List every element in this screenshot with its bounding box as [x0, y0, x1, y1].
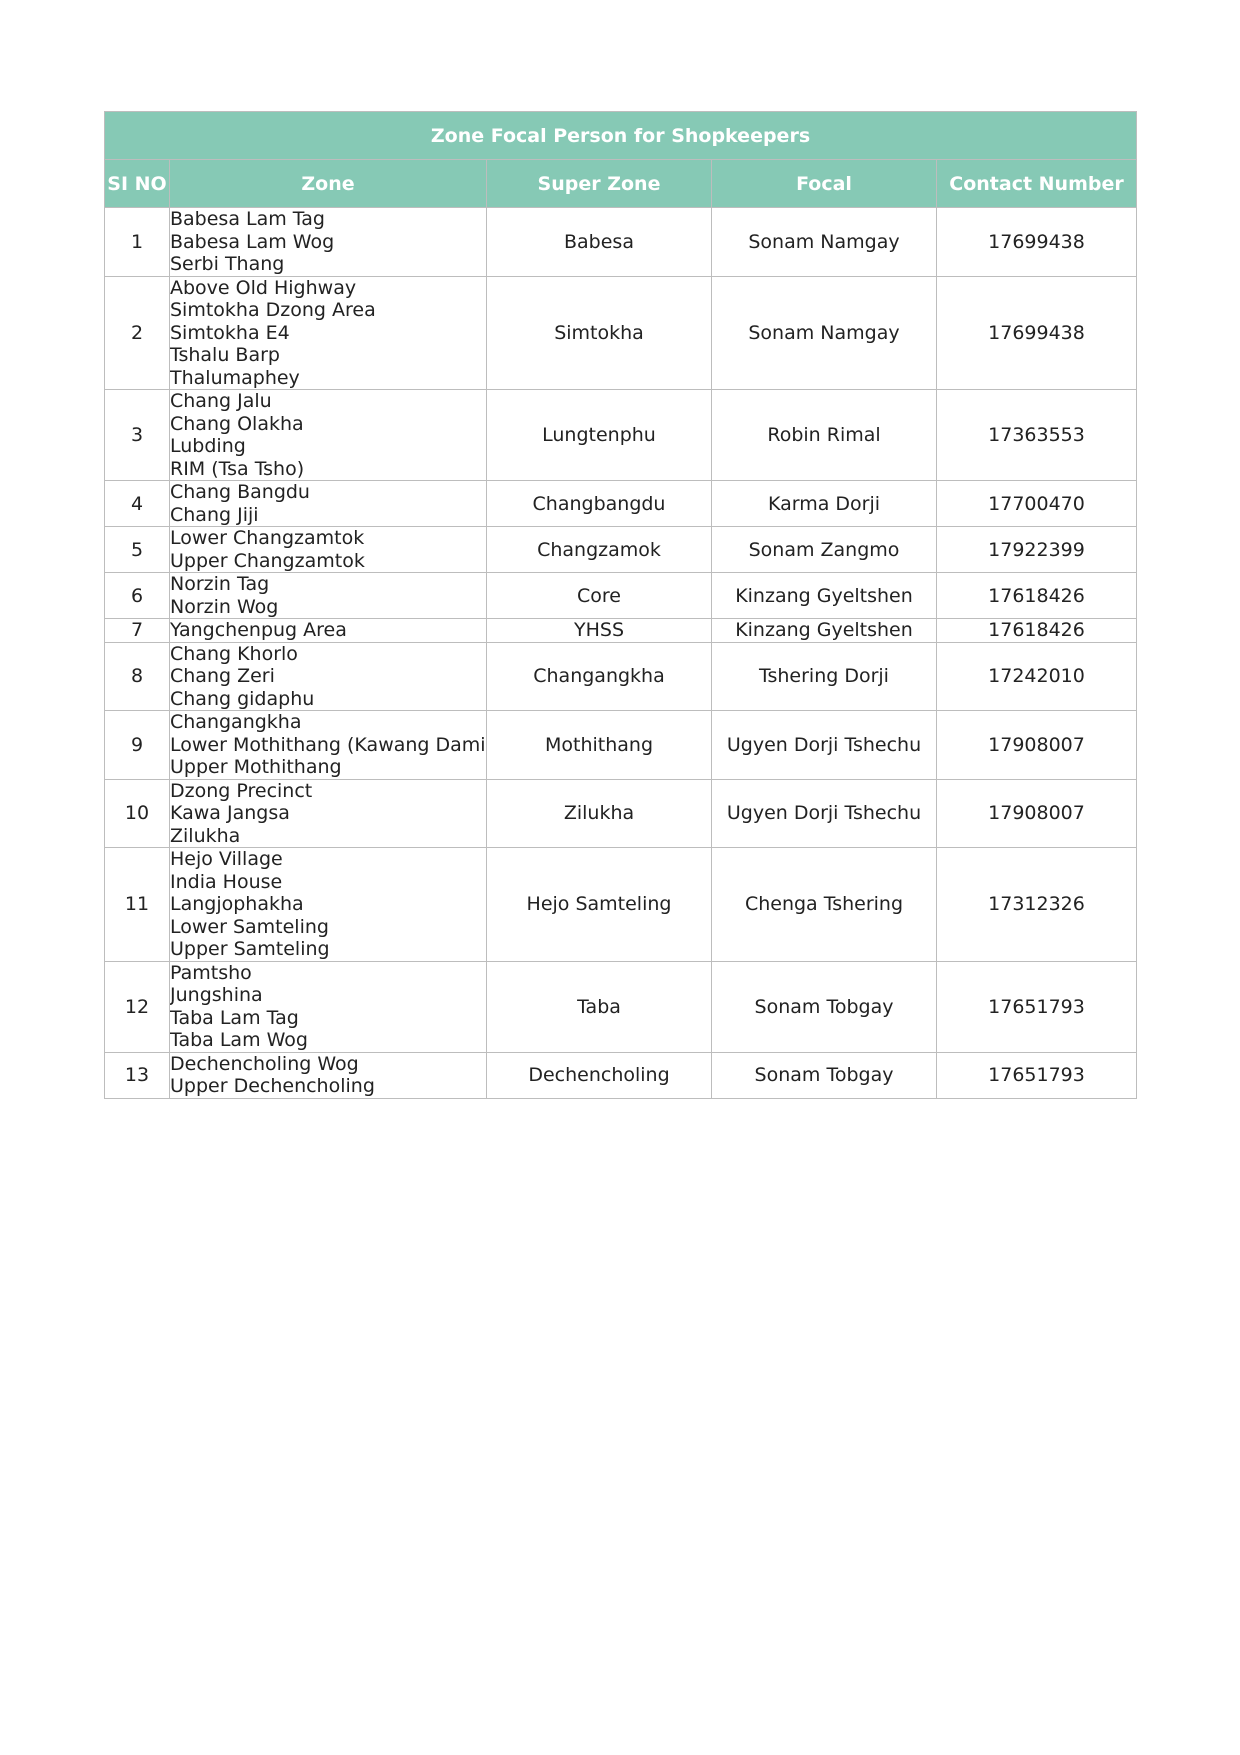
cell-zone — [170, 208, 487, 277]
cell-focal: Kinzang Gyeltshen — [712, 573, 937, 619]
zone-name: India House — [170, 870, 283, 893]
header-zone: Zone — [170, 160, 487, 208]
cell-zone — [170, 779, 487, 848]
cell-contact-number: 17242010 — [937, 642, 1137, 711]
cell-super-zone: Changbangdu — [487, 481, 712, 527]
zone-name: Above Old Highway — [170, 276, 357, 299]
zone-name: Chang Bangdu — [170, 481, 310, 503]
zone-name: Lower Changzamtok — [170, 527, 365, 549]
table-row — [105, 848, 1137, 962]
cell-super-zone: Dechencholing — [487, 1052, 712, 1098]
cell-sl-no: 8 — [105, 642, 170, 711]
table-row — [105, 208, 1137, 277]
cell-contact-number: 17699438 — [937, 276, 1137, 390]
cell-focal: Tshering Dorji — [712, 642, 937, 711]
cell-focal: Sonam Namgay — [712, 276, 937, 390]
table-row — [105, 1052, 1137, 1098]
header-super-zone: Super Zone — [487, 160, 712, 208]
cell-super-zone: Taba — [487, 961, 712, 1052]
zone-name: RIM (Tsa Tsho) — [170, 457, 305, 480]
cell-super-zone: Simtokha — [487, 276, 712, 390]
cell-zone — [170, 711, 487, 780]
zone-name: Upper Dechencholing — [170, 1075, 375, 1097]
zone-name: Taba Lam Wog — [170, 1029, 308, 1051]
zone-name: Serbi Thang — [170, 253, 285, 275]
zone-name: Taba Lam Tag — [170, 1006, 299, 1029]
cell-zone — [170, 961, 487, 1052]
header-contact-number: Contact Number — [937, 160, 1137, 208]
cell-contact-number: 17699438 — [937, 208, 1137, 277]
cell-contact-number: 17618426 — [937, 573, 1137, 619]
cell-sl-no: 1 — [105, 208, 170, 277]
cell-super-zone: Hejo Samteling — [487, 848, 712, 962]
table-row — [105, 711, 1137, 780]
zone-name: Lower Samteling — [170, 915, 329, 938]
cell-sl-no: 2 — [105, 276, 170, 390]
cell-focal: Karma Dorji — [712, 481, 937, 527]
cell-contact-number: 17618426 — [937, 619, 1137, 643]
table-title: Zone Focal Person for Shopkeepers — [105, 112, 1137, 160]
zone-name: Chang Jalu — [170, 390, 272, 412]
cell-sl-no: 11 — [105, 848, 170, 962]
cell-sl-no: 4 — [105, 481, 170, 527]
cell-contact-number: 17312326 — [937, 848, 1137, 962]
zone-name: Upper Samteling — [170, 938, 330, 960]
cell-sl-no: 6 — [105, 573, 170, 619]
cell-focal: Sonam Namgay — [712, 208, 937, 277]
zone-name: Dzong Precinct — [170, 779, 313, 802]
zone-name: Langjophakha — [170, 893, 304, 915]
cell-super-zone: Changangkha — [487, 642, 712, 711]
cell-focal: Sonam Tobgay — [712, 961, 937, 1052]
cell-super-zone: Core — [487, 573, 712, 619]
zone-name: Chang Olakha — [170, 412, 304, 435]
zone-name: Dechencholing Wog — [170, 1052, 359, 1075]
zone-name: Babesa Lam Wog — [170, 230, 335, 253]
cell-zone — [170, 527, 487, 573]
table-row — [105, 619, 1137, 643]
zone-name: Kawa Jangsa — [170, 802, 290, 824]
cell-contact-number: 17700470 — [937, 481, 1137, 527]
cell-sl-no: 5 — [105, 527, 170, 573]
zone-name: Hejo Village — [170, 848, 283, 870]
cell-super-zone: Lungtenphu — [487, 390, 712, 481]
cell-sl-no: 7 — [105, 619, 170, 643]
focal-person-table — [104, 111, 1137, 1099]
cell-zone — [170, 276, 487, 390]
cell-sl-no: 13 — [105, 1052, 170, 1098]
cell-zone — [170, 619, 487, 643]
zone-name: Pamtsho — [170, 961, 252, 984]
cell-super-zone: YHSS — [487, 619, 712, 643]
cell-sl-no: 10 — [105, 779, 170, 848]
cell-super-zone: Babesa — [487, 208, 712, 277]
cell-zone — [170, 848, 487, 962]
cell-contact-number: 17363553 — [937, 390, 1137, 481]
cell-sl-no: 12 — [105, 961, 170, 1052]
cell-contact-number: 17908007 — [937, 779, 1137, 848]
zone-name: Thalumaphey — [170, 366, 300, 389]
zone-name: Tshalu Barp — [170, 344, 280, 366]
table-row — [105, 779, 1137, 848]
table-row — [105, 276, 1137, 390]
zone-name: Jungshina — [170, 984, 263, 1006]
cell-focal: Kinzang Gyeltshen — [712, 619, 937, 643]
zone-name: Chang Zeri — [170, 665, 275, 687]
header-focal: Focal — [712, 160, 937, 208]
table-row — [105, 390, 1137, 481]
zone-name: Upper Changzamtok — [170, 549, 365, 572]
cell-zone — [170, 642, 487, 711]
cell-super-zone: Changzamok — [487, 527, 712, 573]
cell-zone — [170, 573, 487, 619]
table-header-row — [105, 160, 1137, 208]
cell-contact-number: 17651793 — [937, 1052, 1137, 1098]
zone-name: Zilukha — [170, 824, 241, 847]
cell-super-zone: Mothithang — [487, 711, 712, 780]
cell-focal: Robin Rimal — [712, 390, 937, 481]
cell-zone — [170, 390, 487, 481]
zone-name: Chang Jiji — [170, 503, 259, 526]
zone-name: Lubding — [170, 435, 246, 457]
table-title-row — [105, 112, 1137, 160]
cell-focal: Sonam Tobgay — [712, 1052, 937, 1098]
cell-contact-number: 17651793 — [937, 961, 1137, 1052]
cell-zone — [170, 481, 487, 527]
cell-sl-no: 3 — [105, 390, 170, 481]
cell-focal: Ugyen Dorji Tshechu — [712, 711, 937, 780]
zone-name: Upper Mothithang — [170, 756, 342, 778]
zone-name: Chang gidaphu — [170, 687, 315, 710]
table-row — [105, 573, 1137, 619]
cell-contact-number: 17922399 — [937, 527, 1137, 573]
zone-name: Norzin Tag — [170, 573, 270, 595]
table-row — [105, 481, 1137, 527]
header-sl-no: SI NO — [105, 160, 170, 208]
cell-sl-no: 9 — [105, 711, 170, 780]
table-row — [105, 642, 1137, 711]
zone-name: Yangchenpug Area — [170, 619, 347, 641]
zone-name: Simtokha Dzong Area — [170, 299, 376, 321]
zone-name: Changangkha — [170, 711, 302, 733]
table-row — [105, 961, 1137, 1052]
table-body — [105, 208, 1137, 1099]
cell-focal: Ugyen Dorji Tshechu — [712, 779, 937, 848]
cell-focal: Chenga Tshering — [712, 848, 937, 962]
zone-name: Chang Khorlo — [170, 642, 298, 665]
cell-zone — [170, 1052, 487, 1098]
cell-contact-number: 17908007 — [937, 711, 1137, 780]
cell-super-zone: Zilukha — [487, 779, 712, 848]
zone-name: Lower Mothithang (Kawang Dami — [170, 733, 486, 756]
zone-name: Babesa Lam Tag — [170, 208, 325, 230]
zone-name: Simtokha E4 — [170, 321, 290, 344]
table-row — [105, 527, 1137, 573]
cell-focal: Sonam Zangmo — [712, 527, 937, 573]
zone-name: Norzin Wog — [170, 595, 279, 618]
